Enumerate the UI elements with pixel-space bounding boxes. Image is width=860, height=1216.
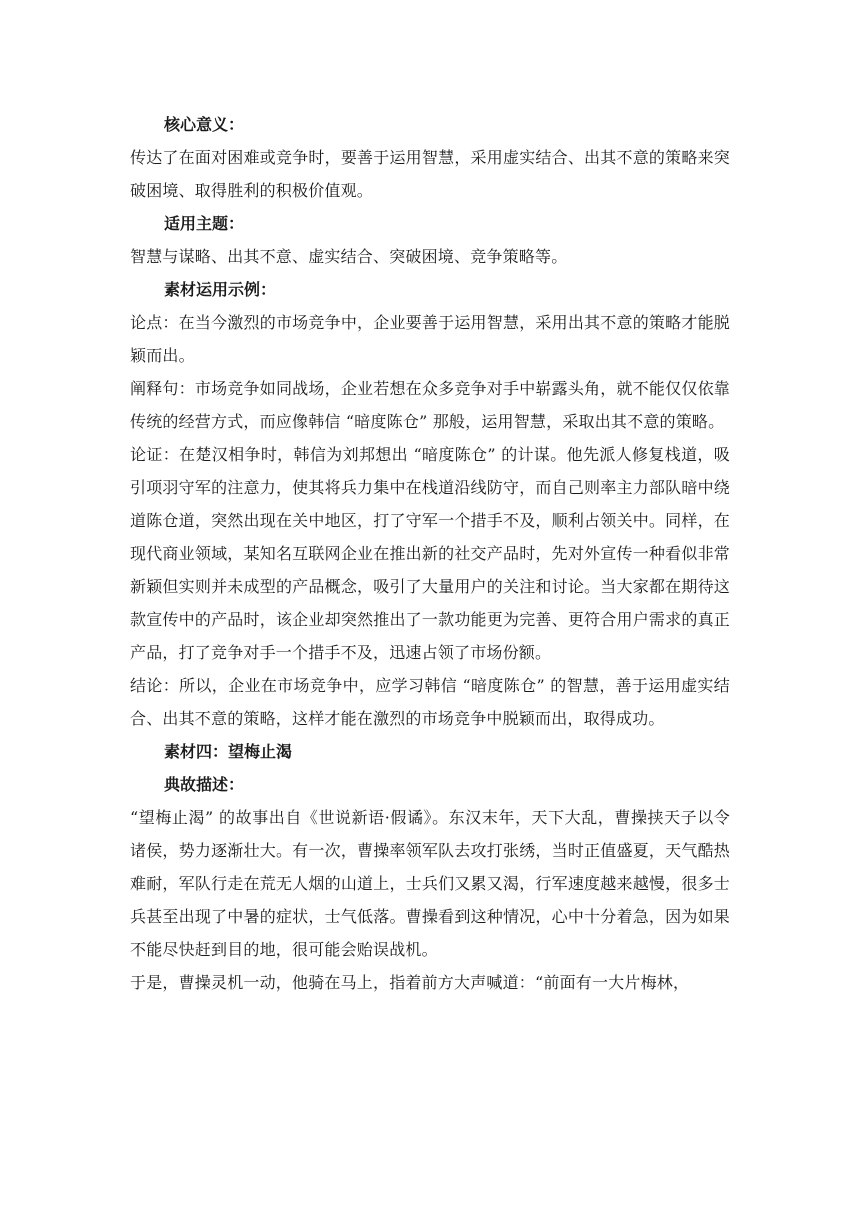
core-meaning-text: 传达了在面对困难或竞争时，要善于运用智慧，采用虚实结合、出其不意的策略来突破困境、取得胜利的积极价值观。 bbox=[130, 148, 730, 200]
core-meaning-heading: 核心意义： bbox=[164, 115, 245, 134]
thesis-paragraph: 论点：在当今激烈的市场竞争中，企业要善于运用智慧，采用出其不意的策略才能脱颖而出。 bbox=[130, 313, 730, 365]
argument-paragraph: 论证：在楚汉相争时，韩信为刘邦想出 “暗度陈仓” 的计谋。他先派人修复栈道，吸引项羽守军的注意力，使其将兵力集中在栈道沿线防守，而自己则率主力部队暗中绕道陈仓道，突然出现在关中地区，打了守军一个措手不及，顺利占领关中。同样，在现代商业领域，某知名互联网企业在推出新的社交产品时，先对外宣传一种看似非常新颖但实则并未成型的产品概念，吸引了大量用户的关注和讨论。当大家都在期待这款宣传中的产品时，该企业却突然推出了一款功能更为完善、更符合用户需求的真正产品，打了竞争对手一个措手不及，迅速占领了市场份额。 bbox=[130, 445, 730, 662]
applicable-themes-text: 智慧与谋略、出其不意、虚实结合、突破困境、竞争策略等。 bbox=[130, 247, 568, 266]
story-description-heading: 典故描述： bbox=[164, 775, 245, 794]
document-body bbox=[130, 108, 730, 999]
conclusion-paragraph: 结论：所以，企业在市场竞争中，应学习韩信 “暗度陈仓” 的智慧，善于运用虚实结合、出其不意的策略，这样才能在激烈的市场竞争中脱颖而出，取得成功。 bbox=[130, 676, 730, 728]
material-four-heading: 素材四：望梅止渴 bbox=[164, 742, 293, 761]
story-paragraph-2: 于是，曹操灵机一动，他骑在马上，指着前方大声喊道：“前面有一大片梅林， bbox=[130, 973, 690, 992]
applicable-themes-heading: 适用主题： bbox=[164, 214, 245, 233]
usage-examples-heading: 素材运用示例： bbox=[164, 280, 277, 299]
explanation-paragraph: 阐释句：市场竞争如同战场，企业若想在众多竞争对手中崭露头角，就不能仅仅依靠传统的经营方式，而应像韩信 “暗度陈仓” 那般，运用智慧，采取出其不意的策略。 bbox=[130, 379, 730, 431]
story-paragraph-1: “望梅止渴” 的故事出自《世说新语·假谲》。东汉末年，天下大乱，曹操挟天子以令诸侯，势力逐渐壮大。有一次，曹操率领军队去攻打张绣，当时正值盛夏，天气酷热难耐，军队行走在荒无人烟的山道上，士兵们又累又渴，行军速度越来越慢，很多士兵甚至出现了中暑的症状，士气低落。曹操看到这种情况，心中十分着急，因为如果不能尽快赶到目的地，很可能会贻误战机。 bbox=[130, 808, 730, 959]
